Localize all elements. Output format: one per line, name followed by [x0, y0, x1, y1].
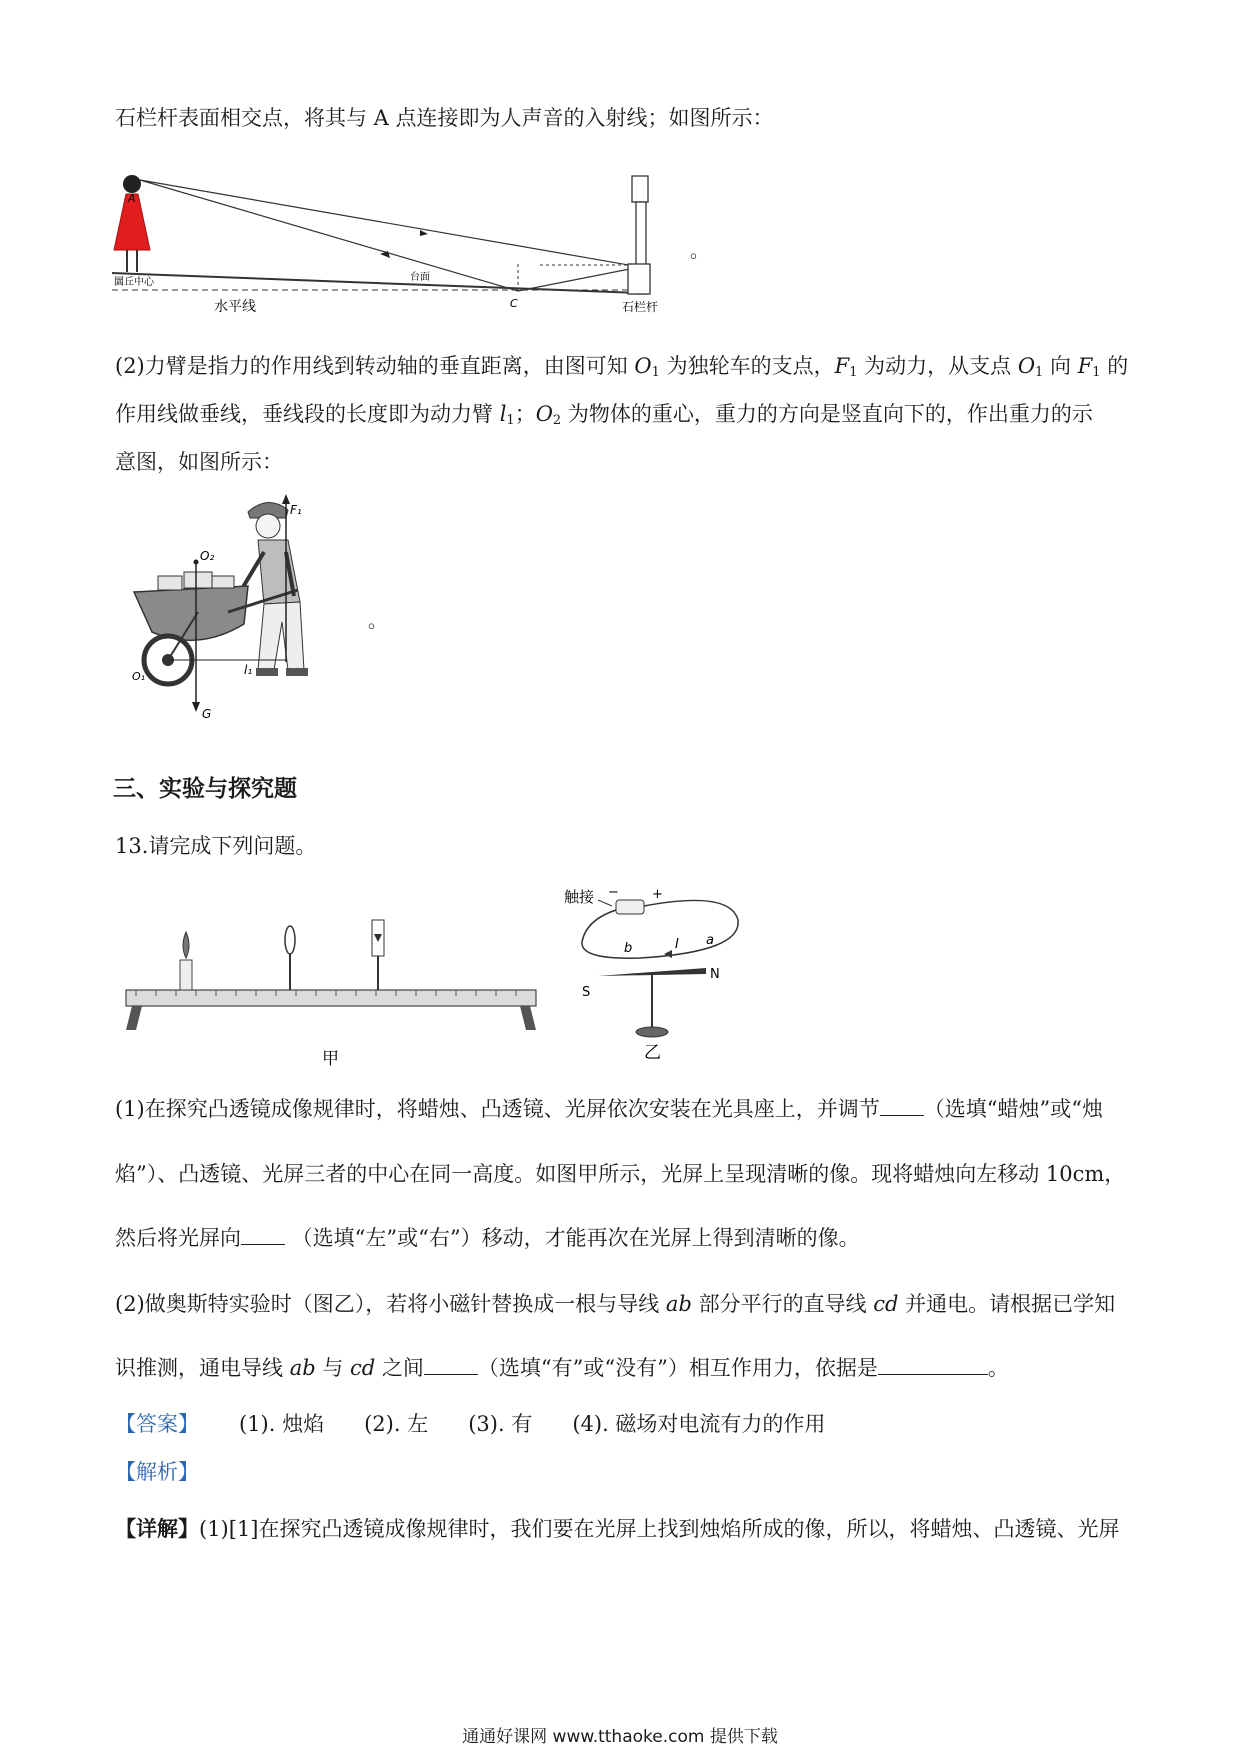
answer-2: (2). 左 — [364, 1412, 429, 1436]
q13-p1-line-2: 焰”）、凸透镜、光屏三者的中心在同一高度。如图甲所示，光屏上呈现清晰的像。现将蜡烛向左移动 10cm， — [115, 1162, 1126, 1186]
section-heading: 三、实验与探究题 — [113, 776, 297, 802]
touch-label: 触接 — [564, 888, 595, 906]
label-b: b — [624, 941, 633, 956]
answer-row — [115, 1408, 825, 1438]
answer-1: (1). 烛焰 — [239, 1412, 325, 1436]
label-O2: O₂ — [200, 549, 215, 563]
label-N: N — [710, 967, 720, 982]
para2-line-3: 意图，如图所示： — [115, 450, 283, 474]
label-horizontal: 水平线 — [214, 299, 256, 315]
para2-line-2: 作用线做垂线，垂线段的长度即为动力臂 $l_1$；$O_2$ 为物体的重心，重力的方向是竖直向下的，作出重力的示 — [115, 402, 1093, 428]
fig-jia-label: 甲 — [322, 1049, 339, 1069]
oersted-figure — [560, 880, 760, 1070]
text-line-1: 石栏杆表面相交点，将其与 A 点连接即为人声音的入射线；如图所示： — [115, 106, 774, 130]
label-S: S — [582, 985, 591, 1000]
blank-4[interactable] — [878, 1356, 988, 1375]
worker-figure — [240, 502, 308, 676]
footer-text: 通通好课网 www.tthaoke.com 提供下载 — [462, 1727, 778, 1747]
label-G: G — [202, 707, 212, 721]
sound-reflection-figure — [110, 168, 710, 318]
wheelbarrow-figure — [128, 492, 368, 732]
fig-yi-label: 乙 — [644, 1043, 661, 1063]
plus-label: + — [652, 887, 663, 902]
label-center: 圜丘中心 — [114, 277, 154, 288]
analysis-tag: 【解析】 — [115, 1460, 199, 1484]
label-l1: l₁ — [244, 663, 253, 677]
label-O1: O₁ — [132, 670, 146, 683]
label-A: A — [128, 192, 136, 205]
girl-figure — [114, 175, 150, 272]
fig1-tail: 。 — [690, 240, 710, 262]
q13-p1-line-1: (1)在探究凸透镜成像规律时，将蜡烛、凸透镜、光屏依次安装在光具座上，并调节 （选填“蜡烛”或“烛 — [115, 1097, 1103, 1121]
label-rail: 石栏杆 — [622, 300, 659, 314]
q13-title: 13.请完成下列问题。 — [115, 834, 317, 858]
label-I: I — [675, 937, 679, 952]
q13-p2-line-1: (2)做奥斯特实验时（图乙），若将小磁针替换成一根与导线 ab 部分平行的直导线 cd 并通电。请根据已学知 — [115, 1292, 1116, 1316]
blank-3[interactable] — [424, 1356, 478, 1375]
answer-3: (3). 有 — [468, 1412, 533, 1436]
label-C: C — [510, 297, 518, 310]
detail-line: 【详解】(1)[1]在探究凸透镜成像规律时，我们要在光屏上找到烛焰所成的像，所以，将蜡烛、凸透镜、光屏 — [115, 1516, 1120, 1541]
q13-p2-line-2: 识推测，通电导线 ab 与 cd 之间 （选填“有”或“没有”）相互作用力，依据是 。 — [115, 1356, 1009, 1380]
minus-label: − — [608, 885, 619, 900]
label-F1: F₁ — [290, 503, 302, 517]
label-table: 台面 — [410, 272, 430, 283]
answer-tag: 【答案】 — [115, 1412, 199, 1436]
optical-bench-figure — [122, 894, 542, 1074]
label-a: a — [706, 933, 714, 948]
para2-line-1: (2)力臂是指力的作用线到转动轴的垂直距离，由图可知 $O_1$ 为独轮车的支点，$F_1$ 为动力，从支点 $O_1$ 向 $F_1$ 的 — [115, 354, 1129, 380]
answer-4: (4). 磁场对电流有力的作用 — [572, 1412, 826, 1436]
fig2-tail: 。 — [368, 610, 388, 632]
q13-p1-line-3: 然后将光屏向 （选填“左”或“右”）移动，才能再次在光屏上得到清晰的像。 — [115, 1226, 860, 1250]
blank-1[interactable] — [880, 1097, 924, 1116]
blank-2[interactable] — [241, 1226, 285, 1245]
